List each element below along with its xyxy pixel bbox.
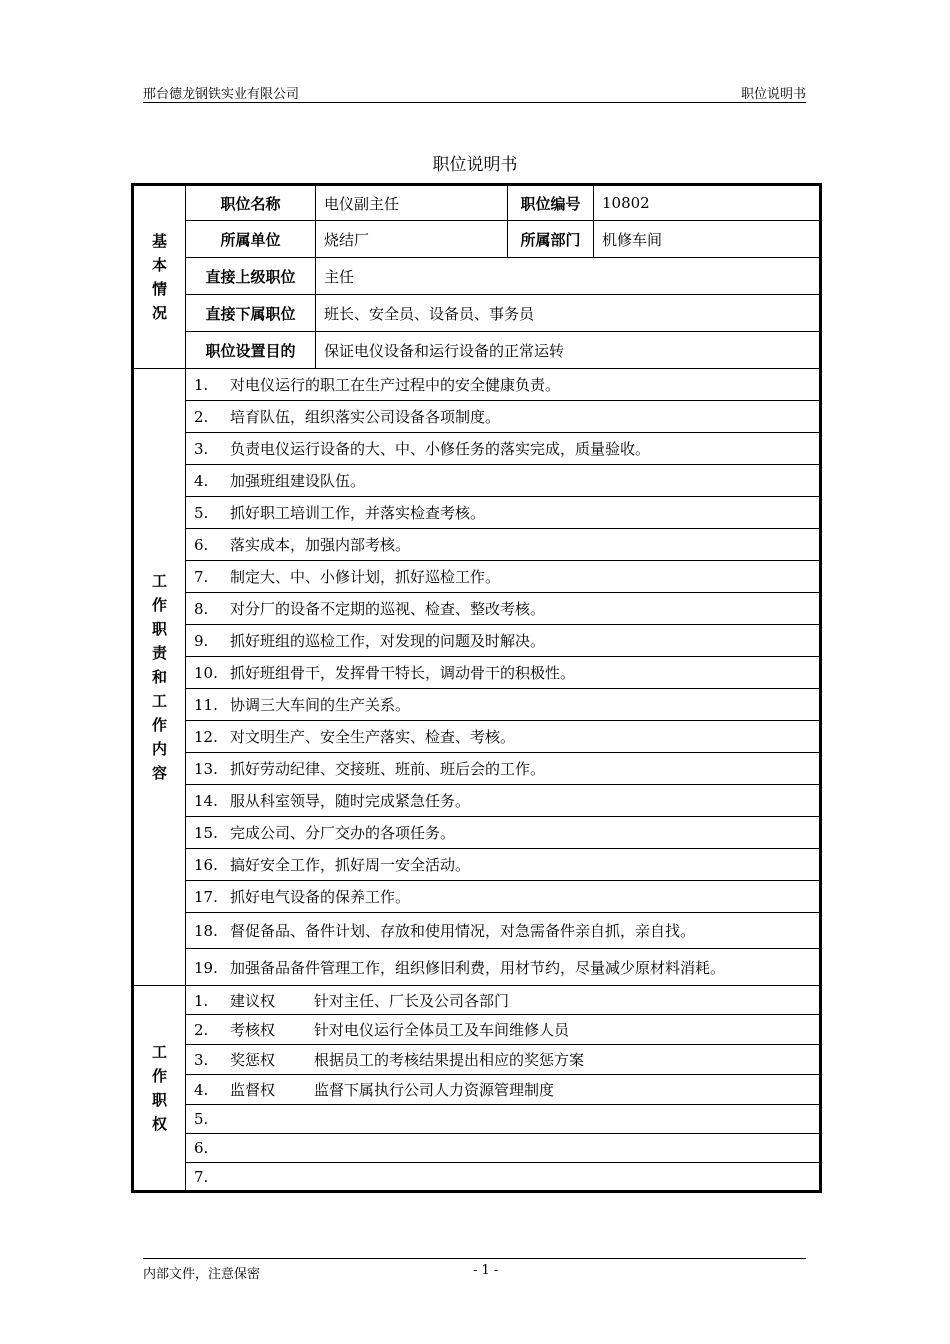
subordinate-label: 直接下属职位 <box>186 295 316 332</box>
duty-item: 8. 对分厂的设备不定期的巡视、检查、整改考核。 <box>186 593 821 625</box>
duty-item: 5. 抓好职工培训工作，并落实检查考核。 <box>186 497 821 529</box>
authority-item: 7. <box>186 1163 821 1192</box>
duty-item: 14. 服从科室领导，随时完成紧急任务。 <box>186 785 821 817</box>
authority-item: 4. 监督权 监督下属执行公司人力资源管理制度 <box>186 1075 821 1105</box>
section-basic-label: 基 本 情 况 <box>151 232 167 322</box>
page-footer <box>143 1258 806 1282</box>
unit-value: 烧结厂 <box>316 221 508 258</box>
subordinate-value: 班长、安全员、设备员、事务员 <box>316 295 821 332</box>
duty-item: 15. 完成公司、分厂交办的各项任务。 <box>186 817 821 849</box>
section-authority-label: 工 作 职 权 <box>151 1043 167 1133</box>
authority-item: 3. 奖惩权 根据员工的考核结果提出相应的奖惩方案 <box>186 1045 821 1075</box>
duty-item: 11. 协调三大车间的生产关系。 <box>186 689 821 721</box>
duty-item: 18. 督促备品、备件计划、存放和使用情况，对急需备件亲自抓，亲自找。 <box>186 913 821 949</box>
section-authority <box>133 986 186 1192</box>
section-duties <box>133 369 186 986</box>
position-name-label: 职位名称 <box>186 185 316 221</box>
company-name: 邢台德龙钢铁实业有限公司 <box>143 87 300 102</box>
job-description-table <box>131 183 822 1193</box>
duty-item: 17. 抓好电气设备的保养工作。 <box>186 881 821 913</box>
department-value: 机修车间 <box>594 221 821 258</box>
duty-item: 19. 加强备品备件管理工作，组织修旧利费，用材节约，尽量减少原材料消耗。 <box>186 949 821 986</box>
position-code-label: 职位编号 <box>508 185 594 221</box>
authority-item: 2. 考核权 针对电仪运行全体员工及车间维修人员 <box>186 1015 821 1045</box>
section-duties-label: 工 作 职 责 和 工 作 内 容 <box>151 572 167 782</box>
position-name-value: 电仪副主任 <box>316 185 508 221</box>
authority-item: 1. 建议权 针对主任、厂长及公司各部门 <box>186 986 821 1015</box>
confidential-note: 内部文件，注意保密 <box>143 1267 261 1282</box>
page-header <box>143 82 806 103</box>
duty-item: 16. 搞好安全工作，抓好周一安全活动。 <box>186 849 821 881</box>
purpose-value: 保证电仪设备和运行设备的正常运转 <box>316 332 821 369</box>
duty-item: 9. 抓好班组的巡检工作，对发现的问题及时解决。 <box>186 625 821 657</box>
page-number: - 1 - <box>473 1263 499 1278</box>
duty-item: 1. 对电仪运行的职工在生产过程中的安全健康负责。 <box>186 369 821 401</box>
duty-item: 3. 负责电仪运行设备的大、中、小修任务的落实完成，质量验收。 <box>186 433 821 465</box>
header-doc-type: 职位说明书 <box>740 87 806 102</box>
position-code-value: 10802 <box>594 185 821 221</box>
duty-item: 12. 对文明生产、安全生产落实、检查、考核。 <box>186 721 821 753</box>
department-label: 所属部门 <box>508 221 594 258</box>
unit-label: 所属单位 <box>186 221 316 258</box>
authority-item: 6. <box>186 1134 821 1163</box>
duty-item: 13. 抓好劳动纪律、交接班、班前、班后会的工作。 <box>186 753 821 785</box>
purpose-label: 职位设置目的 <box>186 332 316 369</box>
superior-value: 主任 <box>316 258 821 295</box>
duty-item: 6. 落实成本，加强内部考核。 <box>186 529 821 561</box>
duty-item: 2. 培育队伍，组织落实公司设备各项制度。 <box>186 401 821 433</box>
duty-item: 10. 抓好班组骨干，发挥骨干特长，调动骨干的积极性。 <box>186 657 821 689</box>
authority-item: 5. <box>186 1105 821 1134</box>
duty-item: 4. 加强班组建设队伍。 <box>186 465 821 497</box>
document-title: 职位说明书 <box>432 155 518 175</box>
section-basic-info <box>133 185 186 369</box>
duty-item: 7. 制定大、中、小修计划，抓好巡检工作。 <box>186 561 821 593</box>
superior-label: 直接上级职位 <box>186 258 316 295</box>
